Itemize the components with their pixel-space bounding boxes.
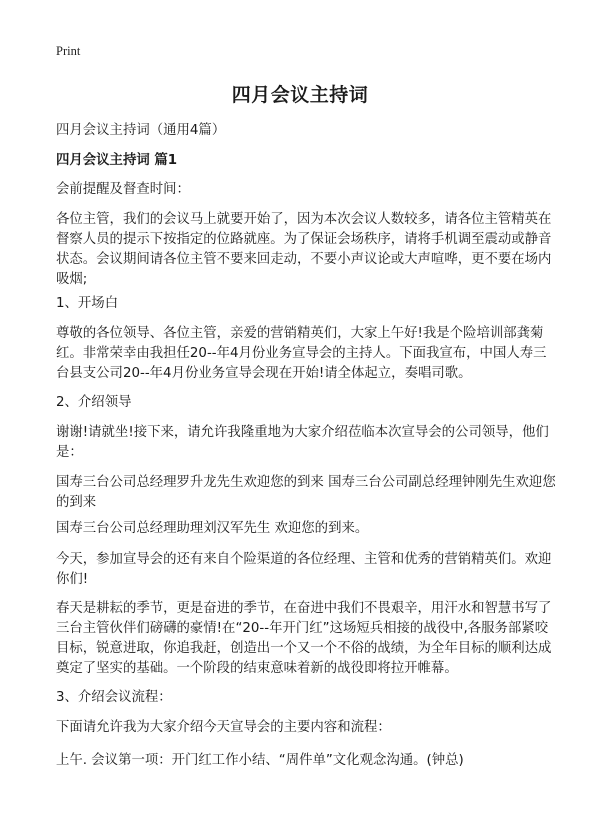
paragraph-seating-notice: 各位主管，我们的会议马上就要开始了，因为本次会议人数较多，请各位主管精英在督察人员的提示下按指定的位路就座。为了保证会场秩序，请将手机调至震动或静音状态。会议期间请各位主管不要来回走动，不要小声议论或大声喧哗，更不要在场内吸烟; <box>56 212 552 287</box>
paragraph-agenda-intro: 下面请允许我为大家介绍今天宣导会的主要内容和流程： <box>56 720 391 735</box>
paragraph-heading-opening: 1、开场白 <box>56 296 119 311</box>
paragraph-attendees-welcome: 今天，参加宣导会的还有来自个险渠道的各位经理、主管和优秀的营销精英们。欢迎你们! <box>56 552 552 587</box>
paragraph-leaders-intro: 谢谢!请就坐!接下来，请允许我隆重地为大家介绍莅临本次宣导会的公司领导，他们是： <box>56 425 549 460</box>
document-subtitle: 四月会议主持词（通用4篇） <box>56 123 226 138</box>
section-heading: 四月会议主持词 篇1 <box>56 153 178 168</box>
paragraph-reminder: 会前提醒及督查时间： <box>56 182 190 197</box>
paragraph-agenda-item-one: 上午. 会议第一项：开门红工作小结、“周件单”文化观念沟通。(钟总) <box>56 753 464 768</box>
paragraph-heading-leaders: 2、介绍领导 <box>56 395 132 410</box>
document-title: 四月会议主持词 <box>231 84 369 106</box>
paragraph-opening-remarks: 尊敬的各位领导、各位主管，亲爱的营销精英们，大家上午好!我是个险培训部龚菊红。非常荣幸由我担任20--年4月份业务宣导会的主持人。下面我宣布，中国人寿三台县支公司20--年4月份业务宣导会现在开始!请全体起立，奏唱司歌。 <box>56 326 547 381</box>
paragraph-spring-season: 春天是耕耘的季节，更是奋进的季节，在奋进中我们不畏艰辛，用汗水和智慧书写了三台主管伙伴们磅礴的豪情!在“20--年开门红”这场短兵相接的战役中,各服务部紧咬目标，锐意进取，你追我赶，创造出一个又一个不俗的战绩，为全年目标的顺利达成奠定了坚实的基础。一个阶段的结束意味着新的战役即将拉开帷幕。 <box>56 601 552 676</box>
paragraph-heading-agenda: 3、介绍会议流程： <box>56 690 172 705</box>
paragraph-assistant-welcome: 国寿三台公司总经理助理刘汉军先生 欢迎您的到来。 <box>56 521 369 536</box>
paragraph-leader-welcomes: 国寿三台公司总经理罗升龙先生欢迎您的到来 国寿三台公司副总经理钟刚先生欢迎您的到来 <box>56 475 556 510</box>
print-link[interactable]: Print <box>56 44 81 58</box>
